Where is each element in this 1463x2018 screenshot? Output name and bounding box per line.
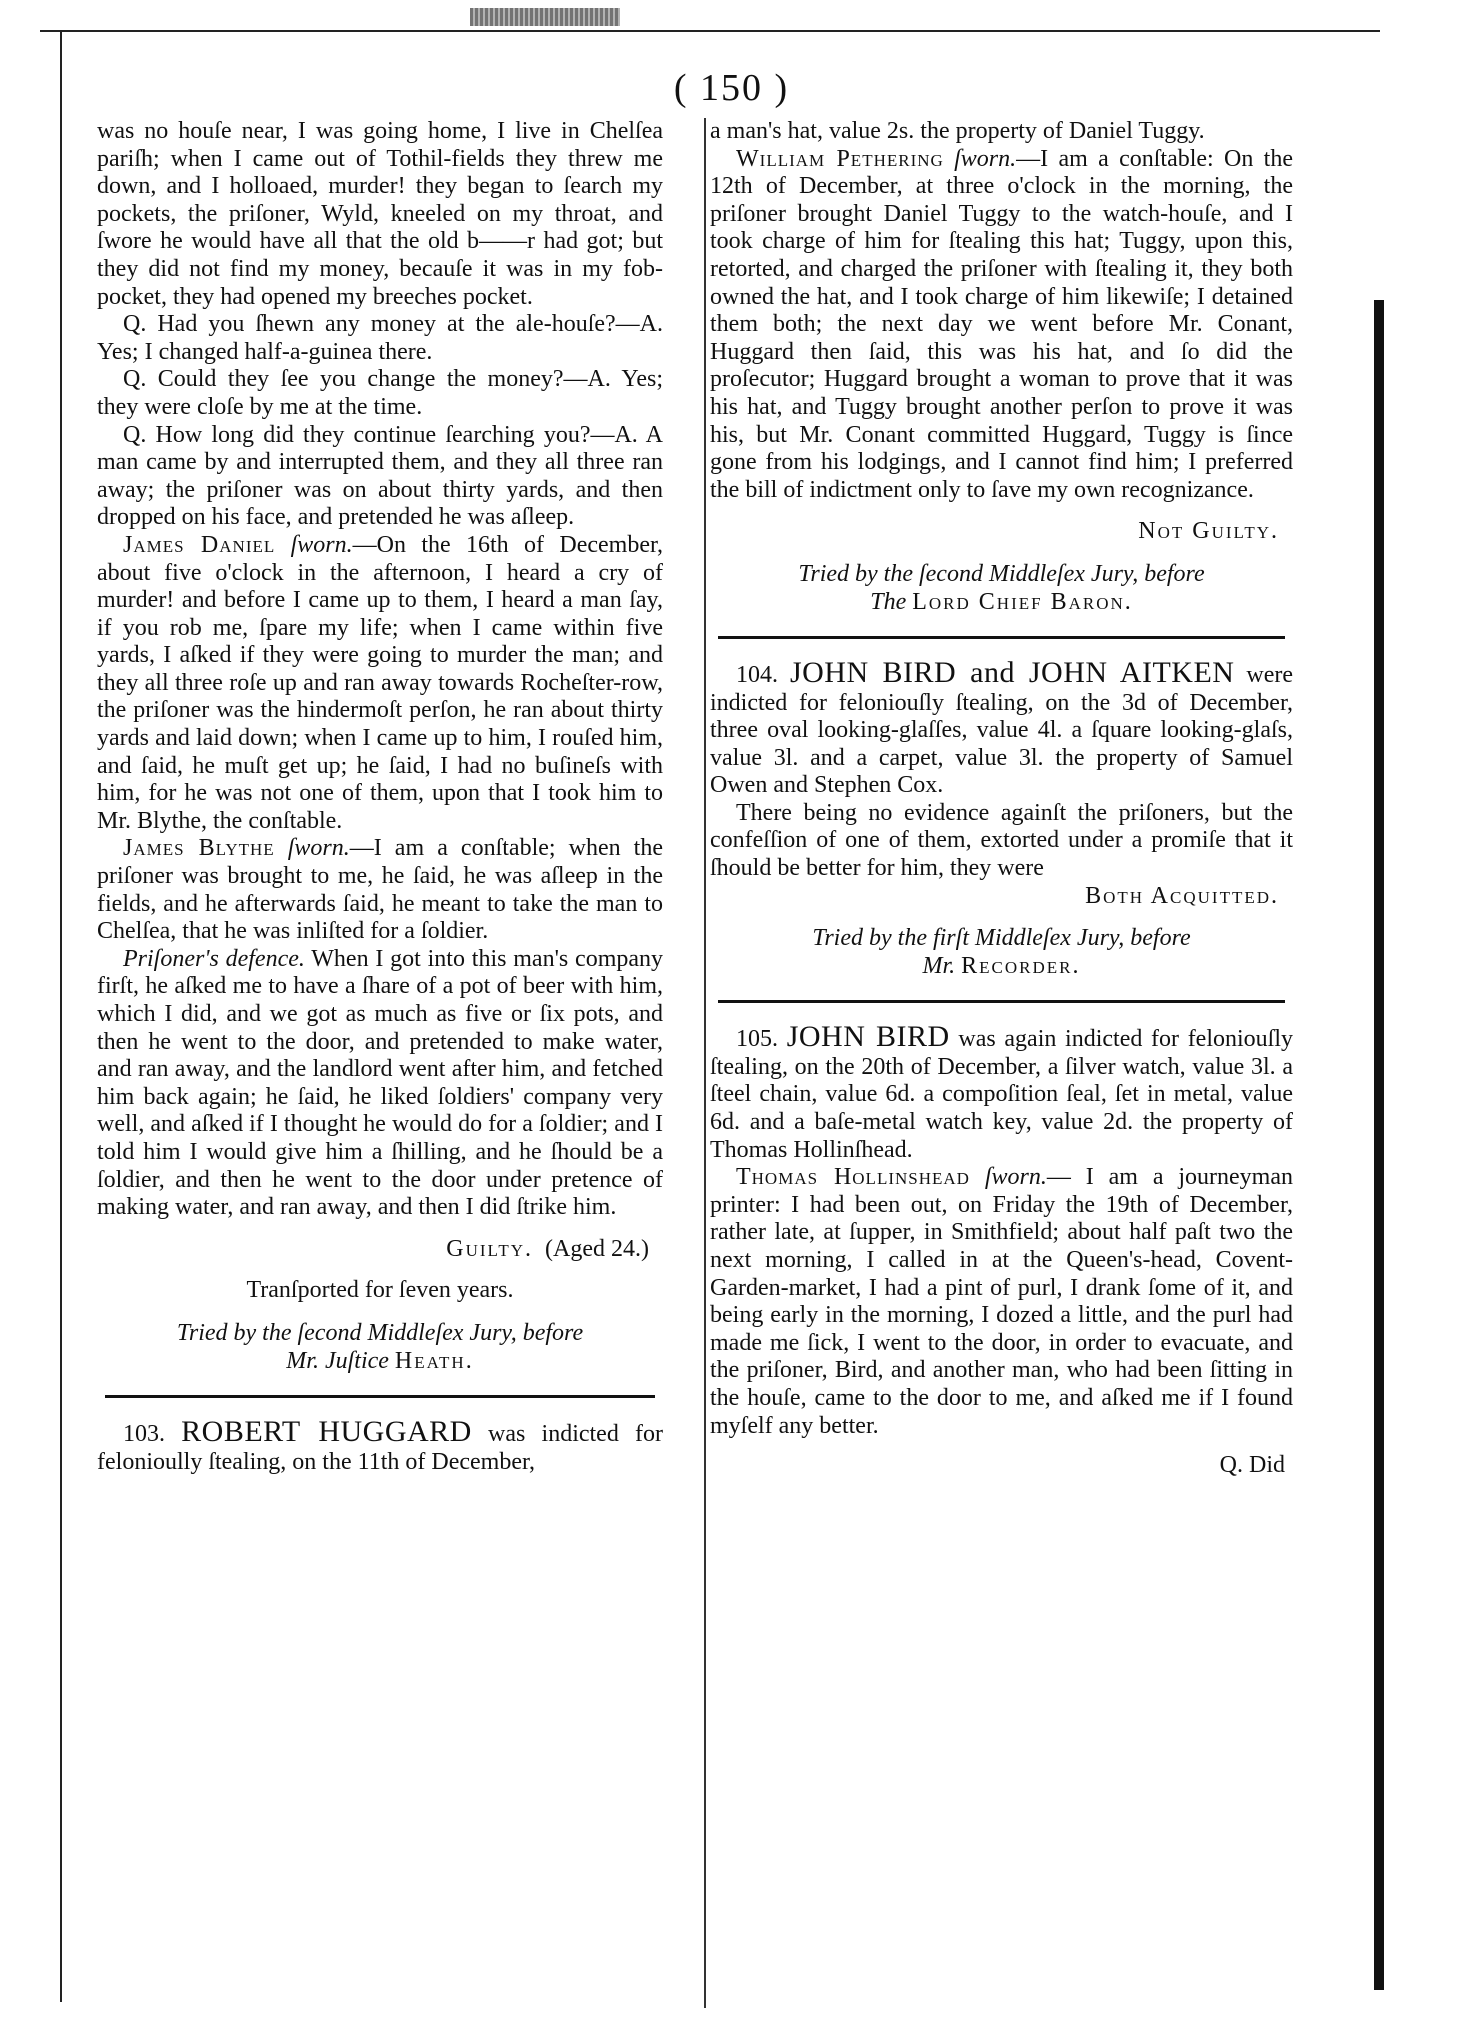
right-column xyxy=(710,118,1293,1480)
trial-jury: Tried by the ſecond Middleſex Jury, before xyxy=(798,560,1205,587)
case-indictment xyxy=(710,655,1294,800)
witness-testimony xyxy=(710,146,1293,505)
case-number: 105. xyxy=(736,1026,778,1053)
witness-testimony xyxy=(97,532,663,836)
trial-judge: Mr. Recorder. xyxy=(922,953,1081,980)
testimony-text: —I am a conſtable; when the priſoner was brought to me, he ſaid, he was aſleep in the fields, and he afterwards ſaid, he meant to take the man to Chelſea, that he was inliſted for a ſoldier. xyxy=(97,835,663,945)
header-ornament xyxy=(470,8,620,26)
verdict: Both Acquitted. xyxy=(1085,882,1279,909)
verdict: Not Guilty. xyxy=(1138,518,1279,545)
verdict-text: Guilty. xyxy=(446,1235,534,1262)
indictment-text: was indicted for felonioully ſtealing, on the 11th of December, xyxy=(97,1420,663,1475)
column-divider xyxy=(704,118,706,2008)
left-margin-rule xyxy=(60,32,62,2002)
paragraph: was no houſe near, I was going home, I live in Chelſea pariſh; when I came out of Tothil-fields they threw me down, and I holloaed, murder! they began to ſearch my pockets, the priſoner, Wyld, kneeled on my throat, and ſwore he would have all that the old b——r had got; but they did not find my money, becauſe it was in my fob-pocket, they had opened my breeches pocket. xyxy=(97,118,663,310)
defendant-name: JOHN BIRD xyxy=(786,1020,950,1054)
question-answer: Q. Had you ſhewn any money at the ale-houſe?—A. Yes; I changed half-a-guinea there. xyxy=(97,311,663,365)
case-number: 104. xyxy=(736,661,778,688)
right-binding-bar xyxy=(1374,300,1384,1990)
case-number: 103. xyxy=(123,1420,165,1447)
sworn-label: ſworn. xyxy=(290,531,353,558)
indictment-text: were indicted for feloniouſly ſtealing, on the 3d of December, three oval looking-glaſſes, value 4l. a ſquare looking-glaſs, value 3l. and a carpet, value 3l. the property of Samuel Owen and Stephen Cox. xyxy=(710,661,1294,799)
sworn-label: ſworn. xyxy=(984,1164,1047,1191)
case-divider xyxy=(718,636,1285,639)
testimony-text: —I am a conſtable: On the 12th of December, at three o'clock in the morning, the priſoner brought Daniel Tuggy to the watch-houſe, and I took charge of him for ſtealing this hat; Tuggy, upon this, retorted, and charged the priſoner with ſtealing it, they both owned the hat, and I took charge of him likewiſe; I detained them both; the next day we went before Mr. Conant, Huggard then ſaid, this was his hat, and ſo did the proſecutor; Huggard brought a woman to prove that it was his hat, and Tuggy brought another perſon to prove it was his, but Mr. Conant committed Huggard, Tuggy is ſince gone from his lodgings, and I cannot find him; I preferred the bill of indictment only to ſave my own recognizance. xyxy=(710,145,1294,503)
testimony-text: — I am a journeyman printer: I had been out, on Friday the 19th of December, rather late, at ſupper, in Smithfield; about half paſt two the next morning, I called in at the Queen's-head, Covent-Garden-market, I had a pint of purl, I drank ſome of it, and being early in the morning, I dozed a little, and the purl had made me ſick, I went to the door, in order to evacuate, and the priſoner, Bird, and another man, who had been ſitting in the houſe, came to the door to me, and aſked me if I found myſelf any better. xyxy=(710,1164,1293,1439)
case-divider xyxy=(105,1395,655,1398)
trial-jury: Tried by the firſt Middleſex Jury, before xyxy=(812,925,1191,952)
case-indictment xyxy=(710,1020,1294,1164)
trial-attribution xyxy=(97,1319,663,1375)
defendant-name: ROBERT HUGGARD xyxy=(181,1414,472,1448)
testimony-text: —On the 16th of December, about five o'clock in the afternoon, I heard a cry of murder! and before I came up to them, I heard a man ſay, if you rob me, ſpare my life; when I came within five yards, I aſked if they were going to murder the man; and they all three roſe up and ran away towards Rocheſter-row, the priſoner was the hindermoſt perſon, he ran about thirty yards and laid down; when I came up to him, I rouſed him, and ſaid, he muſt get up; he ſaid, I had no buſineſs with him, for he was not one of them, upon that I took him to Mr. Blythe, the conſtable. xyxy=(97,531,664,834)
trial-judge: Mr. Juſtice Heath. xyxy=(286,1347,474,1374)
witness-testimony xyxy=(710,1164,1293,1440)
prisoner-defence xyxy=(97,946,663,1222)
verdict xyxy=(97,1236,663,1264)
question-answer: Q. How long did they continue ſearching you?—A. A man came by and interrupted them, and they all three ran away; the priſoner was on about thirty yards, and then dropped on his face, and pretended he was aſleep. xyxy=(97,421,663,531)
question-answer: Q. Could they ſee you change the money?—A. Yes; they were cloſe by me at the time. xyxy=(97,366,663,420)
defence-text: When I got into this man's company firſt, he aſked me to have a ſhare of a pot of beer with him, which I did, and we got as much as five or ſix pots, and then he went to the door, and pretended to make water, and ran away, and the landlord went after him, and fetched him back again; he ſaid, he liked ſoldiers' company very well, and aſked if I thought he would do for a ſoldier; and I told him I would give him a ſhilling, and he ſhould be a ſoldier, and then he went to the door under pretence of making water, and ran away, and then I did ſtrike him. xyxy=(97,945,664,1221)
page-number: ( 150 ) xyxy=(673,67,790,109)
page-header xyxy=(0,0,1463,70)
witness-name: James Daniel xyxy=(123,531,276,558)
sworn-label: ſworn. xyxy=(287,835,350,862)
trial-jury: Tried by the ſecond Middleſex Jury, before xyxy=(176,1319,584,1346)
paragraph: There being no evidence againſt the priſoners, but the confeſſion of one of them, extorted under a promiſe that it ſhould be better for him, they were xyxy=(710,799,1293,882)
witness-name: James Blythe xyxy=(123,835,275,862)
case-indictment xyxy=(97,1414,663,1476)
sworn-label: ſworn. xyxy=(954,145,1017,172)
trial-attribution xyxy=(710,560,1293,616)
indictment-text: was again indicted for feloniouſly ſtealing, on the 20th of December, a ſilver watch, value 3l. a ſteel chain, value 6d. a compoſition ſeal, ſet in metal, value 6d. and a baſe-metal watch key, value 2d. the property of Thomas Hollinſhead. xyxy=(710,1026,1294,1163)
left-column xyxy=(97,118,663,1476)
witness-name: Thomas Hollinshead xyxy=(736,1164,970,1191)
defence-label: Priſoner's defence. xyxy=(123,945,305,972)
witness-name: William Pethering xyxy=(736,145,944,172)
catchword: Q. Did xyxy=(1219,1452,1285,1479)
defendant-name: JOHN BIRD and JOHN AITKEN xyxy=(789,655,1235,689)
prisoner-age: (Aged 24.) xyxy=(545,1235,649,1262)
witness-testimony xyxy=(97,835,663,945)
trial-attribution xyxy=(710,924,1293,980)
paragraph: a man's hat, value 2s. the property of Daniel Tuggy. xyxy=(710,118,1205,144)
sentence: Tranſported for ſeven years. xyxy=(246,1277,514,1304)
trial-judge: The Lord Chief Baron. xyxy=(870,588,1133,615)
case-divider xyxy=(718,1000,1285,1003)
header-rule xyxy=(40,30,1380,32)
